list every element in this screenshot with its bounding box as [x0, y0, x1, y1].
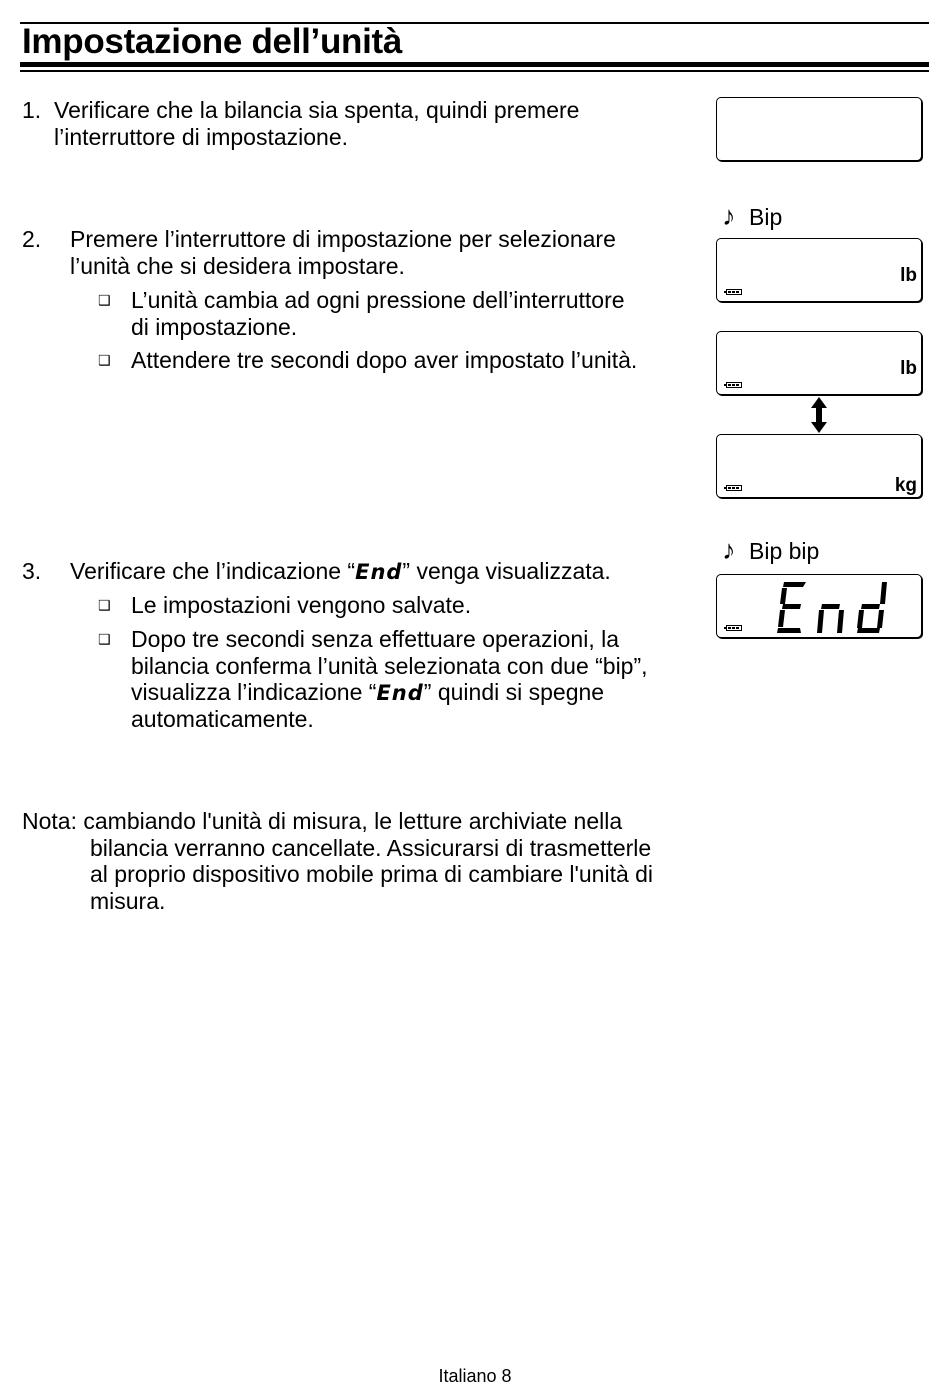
bullet-icon: ❑ [98, 631, 111, 647]
bullet-text-line: Dopo tre secondi senza effettuare operazioni, la [131, 626, 619, 652]
lcd-code-text: End [376, 681, 424, 705]
bullet-text-line: di impostazione. [131, 313, 298, 340]
lcd-segment-text [772, 578, 922, 636]
display-unit: kg [894, 475, 917, 496]
lcd-code-text: End [355, 560, 403, 584]
music-note-icon: ♪ [722, 535, 736, 565]
text-segment: ” venga visualizzata. [402, 558, 611, 584]
battery-icon [726, 485, 742, 491]
step-text-line: Verificare che la bilancia sia spenta, quindi premere [54, 97, 580, 123]
beep-label: Bip [749, 204, 783, 230]
note-line: misura. [90, 887, 166, 914]
bullet-icon: ❑ [98, 597, 111, 613]
display-unit: lb [900, 358, 917, 379]
step-text-line: l’interruttore di impostazione. [54, 123, 349, 150]
battery-icon [726, 382, 742, 388]
step-number: 3. [22, 558, 42, 584]
music-note-icon: ♪ [722, 201, 736, 231]
page-footer: Italiano 8 [438, 1366, 512, 1386]
beep-label: Bip bip [749, 538, 820, 564]
bullet-text-line [131, 679, 604, 707]
note-line: Nota: cambiando l'unità di misura, le letture archiviate nella [22, 808, 623, 834]
text-segment: visualizza l’indicazione “ [131, 679, 377, 705]
text-segment: Verificare che l’indicazione “ [70, 558, 356, 584]
note-line: bilancia verranno cancellate. Assicurarsi di trasmetterle [90, 834, 652, 861]
header-rule-thin [20, 70, 929, 72]
step-text-line [70, 558, 611, 586]
lcd-display-lb-2 [716, 331, 922, 395]
lcd-display-blank [716, 97, 922, 161]
bullet-text-line: L’unità cambia ad ogni pressione dell’interruttore [131, 287, 625, 313]
lcd-display-end [716, 574, 922, 638]
text-segment: ” quindi si spegne [423, 679, 605, 705]
step-number: 1. [22, 97, 42, 123]
display-unit: lb [900, 265, 917, 286]
step-text-line: Premere l’interruttore di impostazione per selezionare [70, 226, 616, 252]
step-number: 2. [22, 226, 42, 252]
step-text-line: l’unità che si desidera impostare. [70, 252, 405, 279]
bullet-text-line: Attendere tre secondi dopo aver impostato l’unità. [131, 347, 638, 373]
page-title: Impostazione dell’unità [22, 22, 403, 61]
lcd-display-lb [716, 238, 922, 302]
double-arrow-icon [809, 396, 829, 434]
battery-icon [726, 625, 742, 631]
lcd-display-kg [716, 434, 922, 498]
bullet-text-line: automaticamente. [131, 705, 314, 732]
battery-icon [726, 289, 742, 295]
bullet-text-line: Le impostazioni vengono salvate. [131, 592, 472, 618]
bullet-text-line: bilancia conferma l’unità selezionata con due “bip”, [131, 652, 648, 679]
note-line: al proprio dispositivo mobile prima di cambiare l'unità di [90, 861, 654, 887]
bullet-icon: ❑ [98, 352, 111, 368]
header-rule-thick [20, 62, 929, 67]
bullet-icon: ❑ [98, 292, 111, 308]
